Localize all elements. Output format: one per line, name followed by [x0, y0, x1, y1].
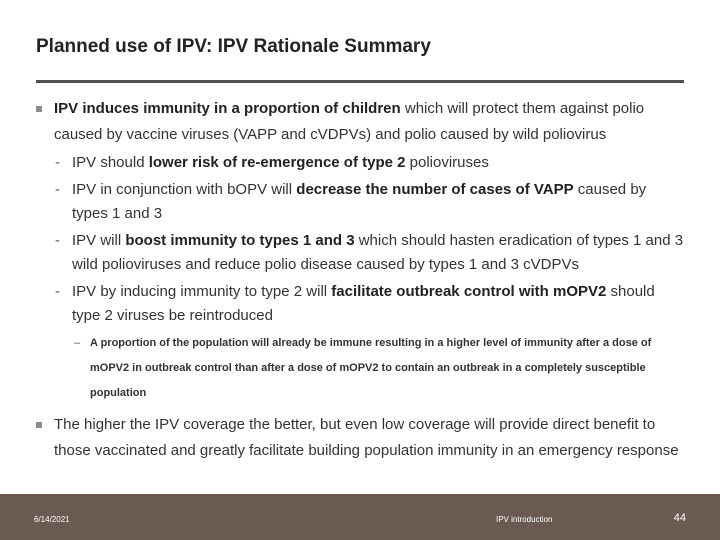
subbullet-text: IPV should [72, 154, 149, 171]
title-divider [36, 80, 684, 83]
page-number: 44 [673, 512, 686, 524]
subbullet-text: caused by types 1 and 3 [72, 181, 647, 222]
subbullet-boost-immunity [36, 229, 686, 277]
subbullet-text: polioviruses [405, 154, 489, 171]
dash-bullet-icon: - [55, 283, 60, 300]
slide-footer [0, 494, 720, 540]
dash-bullet-icon: - [55, 154, 60, 171]
bullet-text: The higher the IPV coverage the better, but even low coverage will provide direct benefit to those vaccinated and greatly facilitate building population immunity in an emergency response [54, 416, 679, 459]
bullet-ipv-induces-immunity [36, 96, 686, 147]
subbullet-bold-text: boost immunity to types 1 and 3 [125, 232, 355, 249]
subbullet-lower-risk [36, 151, 686, 175]
subbullet-bold-text: facilitate outbreak control with mOPV2 [331, 283, 607, 300]
subbullet-text: should type 2 viruses be reintroduced [72, 283, 655, 324]
bullet-higher-coverage [36, 412, 686, 463]
footer-date: 6/14/2021 [34, 515, 70, 524]
dash-bullet-icon: – [74, 337, 81, 349]
dash-bullet-icon: - [55, 181, 60, 198]
bullet-bold-text: IPV induces immunity in a proportion of children [54, 100, 401, 117]
subbullet-text: which should hasten eradication of types 1 and 3 wild polioviruses and reduce polio disease caused by types 1 and 3 cVDPVs [72, 232, 684, 273]
subbullet-text: IPV will [72, 232, 126, 249]
subbullet-bold-text: decrease the number of cases of VAPP [296, 181, 574, 198]
subbullet-bold-text: lower risk of re-emergence of type 2 [148, 154, 406, 171]
square-bullet-icon [36, 106, 42, 112]
subsubbullet-text: A proportion of the population will already be immune resulting in a higher level of immunity after a dose of mOPV2 in outbreak control than after a dose of mOPV2 to contain an outbreak in a completely susceptible population [90, 337, 652, 399]
square-bullet-icon [36, 422, 42, 428]
slide-title: Planned use of IPV: IPV Rationale Summary [36, 36, 431, 57]
subsubbullet-population-immune [36, 331, 690, 406]
slide-content [36, 96, 686, 467]
dash-bullet-icon: - [55, 232, 60, 249]
subbullet-decrease-vapp [36, 178, 686, 226]
subbullet-text: IPV in conjunction with bOPV will [72, 181, 297, 198]
subbullet-outbreak-control [36, 280, 686, 328]
bullet-text: which will protect them against polio caused by vaccine viruses (VAPP and cVDPVs) and polio caused by wild poliovirus [54, 100, 645, 143]
subbullet-text: IPV by inducing immunity to type 2 will [72, 283, 332, 300]
footer-title: IPV introduction [496, 515, 553, 524]
